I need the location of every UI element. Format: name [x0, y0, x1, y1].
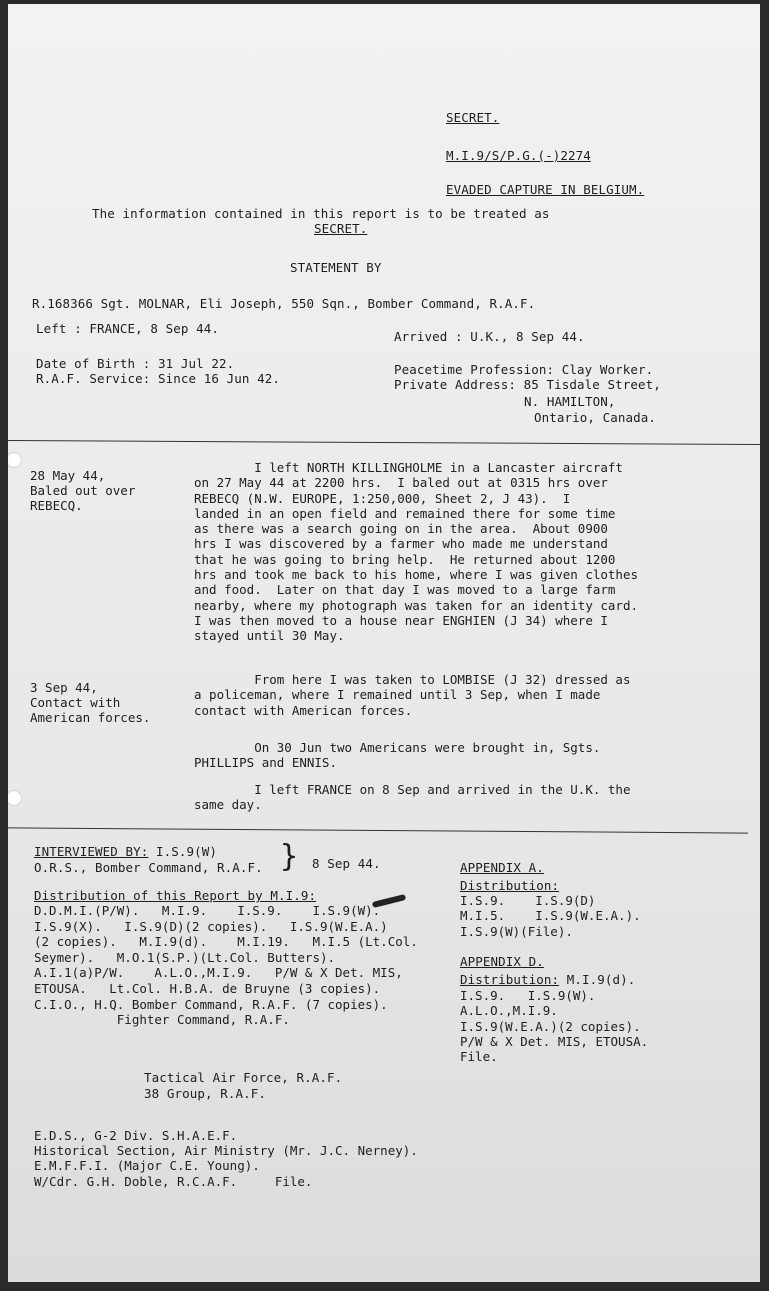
- dob-field: Date of Birth : 31 Jul 22.: [36, 356, 235, 371]
- appendix-a-label: Distribution:: [460, 878, 560, 893]
- appendix-a-list: I.S.9. I.S.9(D) M.I.5. I.S.9(W.E.A.). I.S.9(W)(File).: [460, 893, 641, 939]
- punch-hole: [8, 790, 22, 806]
- left-field: Left : FRANCE, 8 Sep 44.: [36, 321, 220, 336]
- narrative-paragraph: I left FRANCE on 8 Sep and arrived in the U.K. the same day.: [194, 782, 631, 813]
- appendix-d-list: I.S.9. I.S.9(W). A.L.O.,M.I.9. I.S.9(W.E.A.)(2 copies). P/W & X Det. MIS, ETOUSA. File.: [460, 988, 649, 1065]
- classification-heading: SECRET.: [446, 110, 500, 125]
- distribution-item: Tactical Air Force, R.A.F.: [144, 1070, 343, 1085]
- appendix-a-title: APPENDIX A.: [460, 860, 544, 875]
- statement-heading: STATEMENT BY: [290, 260, 382, 275]
- notice-secret: SECRET.: [314, 221, 368, 236]
- name-line: R.168366 Sgt. MOLNAR, Eli Joseph, 550 Sqn., Bomber Command, R.A.F.: [32, 296, 536, 311]
- address-line: Private Address: 85 Tisdale Street,: [394, 377, 661, 392]
- margin-note: 3 Sep 44, Contact with American forces.: [30, 680, 151, 725]
- distribution-list-tail: E.D.S., G-2 Div. S.H.A.E.F. Historical Section, Air Ministry (Mr. J.C. Nerney). E.M.F.F.I. (Major C.E. Young). W/Cdr. G.H. Doble, R.C.A.F. File.: [34, 1128, 418, 1189]
- narrative-paragraph: On 30 Jun two Americans were brought in, Sgts. PHILLIPS and ENNIS.: [194, 740, 601, 771]
- address-line: Ontario, Canada.: [534, 410, 657, 425]
- section-divider: [8, 440, 760, 445]
- interviewer: O.R.S., Bomber Command, R.A.F.: [34, 860, 263, 875]
- interviewer: I.S.9(W): [148, 844, 218, 859]
- service-field: R.A.F. Service: Since 16 Jun 42.: [36, 371, 281, 386]
- appendix-d-title: APPENDIX D.: [460, 954, 544, 969]
- interview-date: 8 Sep 44.: [312, 856, 381, 871]
- appendix-d-label: Distribution:: [460, 972, 560, 987]
- reference-number: M.I.9/S/P.G.(-)2274: [446, 148, 591, 163]
- interviewed-label: INTERVIEWED BY:: [34, 844, 149, 859]
- notice-line: The information contained in this report is to be treated as: [92, 206, 550, 221]
- document-page: [8, 4, 760, 1282]
- arrived-field: Arrived : U.K., 8 Sep 44.: [394, 329, 585, 344]
- narrative-paragraph: I left NORTH KILLINGHOLME in a Lancaster aircraft on 27 May 44 at 2200 hrs. I baled out at 0315 hrs over REBECQ (N.W. EUROPE, 1:250,000, Sheet 2, J 43). I landed in an open field and remained there for some time as there was a search going on in the area. About 0900 hrs I was discovered by a farmer who made me understand that he was going to bring help. He returned about 1200 hrs and took me back to his home, where I was given clothes and food. Later on that day I was moved to a large farm nearby, where my photograph was taken for an identity card. I was then moved to a house near ENGHIEN (J 34) where I stayed until 30 May.: [194, 460, 639, 644]
- interviewed-row: [34, 844, 217, 859]
- margin-note: 28 May 44, Baled out over REBECQ.: [30, 468, 136, 513]
- profession-field: Peacetime Profession: Clay Worker.: [394, 362, 654, 377]
- section-divider: [8, 827, 748, 833]
- distribution-list: D.D.M.I.(P/W). M.I.9. I.S.9. I.S.9(W). I.S.9(X). I.S.9(D)(2 copies). I.S.9(W.E.A.) (2 copies). M.I.9(d). M.I.19. M.I.5 (Lt.Col. Seymer). M.O.1(S.P.)(Lt.Col. Butters). A.I.1(a)P/W. A.L.O.,M.I.9. P/W & X Det. MIS, ETOUSA. Lt.Col. H.B.A. de Bruyne (3 copies). C.I.O., H.Q. Bomber Command, R.A.F. (7 copies). Fighter Command, R.A.F.: [34, 903, 418, 1028]
- brace: }: [280, 839, 299, 874]
- appendix-d-first: M.I.9(d).: [559, 972, 636, 987]
- report-title: EVADED CAPTURE IN BELGIUM.: [446, 182, 645, 197]
- distribution-item: 38 Group, R.A.F.: [144, 1086, 267, 1101]
- address-line: N. HAMILTON,: [524, 394, 616, 409]
- punch-hole: [8, 452, 22, 468]
- narrative-paragraph: From here I was taken to LOMBISE (J 32) dressed as a policeman, where I remained until 3 Sep, when I made contact with American forces.: [194, 672, 631, 718]
- distribution-label: Distribution of this Report by M.I.9:: [34, 888, 317, 903]
- appendix-d-row: [460, 972, 635, 987]
